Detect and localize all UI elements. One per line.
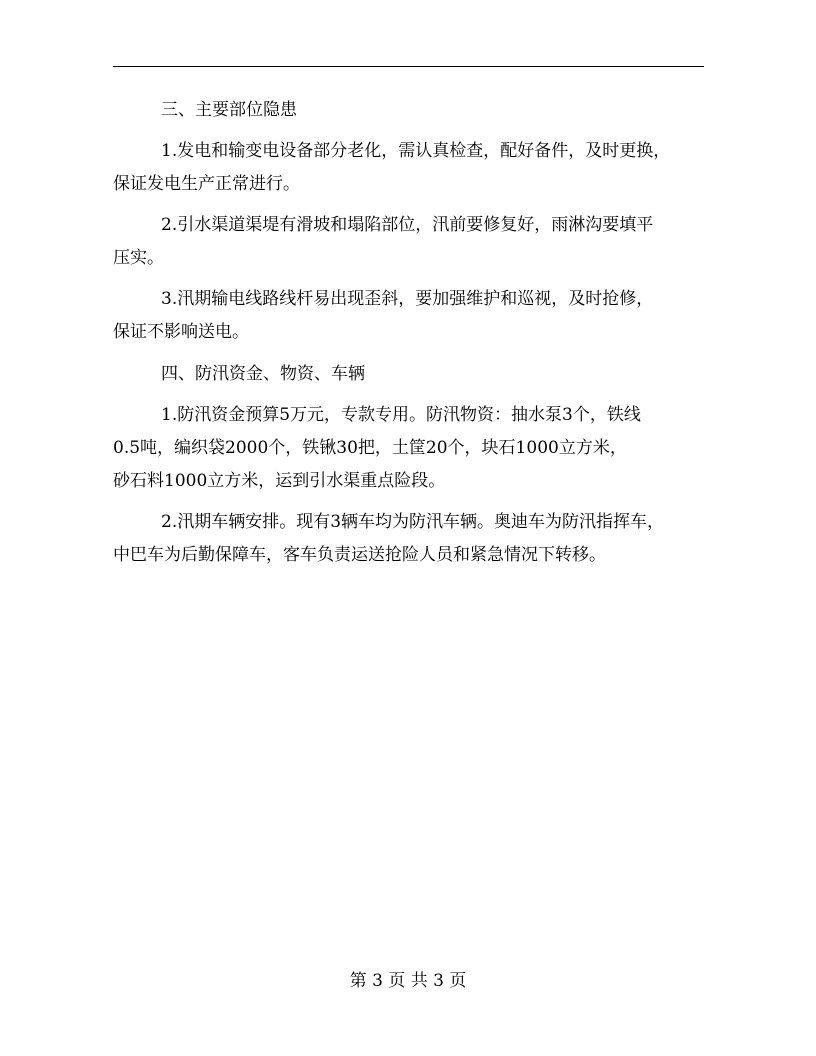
paragraph-line: 保证发电生产正常进行。 — [113, 174, 300, 194]
paragraph — [113, 209, 704, 275]
paragraph — [113, 506, 704, 572]
paragraph-line: 砂石料1000立方米，运到引水渠重点险段。 — [113, 471, 446, 491]
paragraph — [113, 135, 704, 201]
document-body — [113, 93, 704, 580]
paragraph-line: 压实。 — [113, 248, 164, 268]
paragraph-line: 中巴车为后勤保障车，客车负责运送抢险人员和紧急情况下转移。 — [113, 545, 606, 565]
section-heading: 四、防汛资金、物资、车辆 — [161, 364, 365, 384]
paragraph-line: 2.引水渠道渠堤有滑坡和塌陷部位，汛前要修复好，雨淋沟要填平 — [161, 215, 654, 235]
header-rule — [113, 66, 704, 67]
paragraph-line: 保证不影响送电。 — [113, 322, 249, 342]
paragraph — [113, 399, 704, 498]
paragraph-line: 3.汛期输电线路线杆易出现歪斜，要加强维护和巡视，及时抢修， — [161, 289, 654, 309]
paragraph — [113, 283, 704, 349]
paragraph-line: 1.防汛资金预算5万元，专款专用。防汛物资：抽水泵3个，铁线 — [161, 405, 641, 425]
paragraph-line: 0.5吨，编织袋2000个，铁锹30把，土筐20个，块石1000立方米， — [113, 438, 627, 458]
page-footer: 第 3 页 共 3 页 — [349, 971, 467, 991]
paragraph-line: 2.汛期车辆安排。现有3辆车均为防汛车辆。奥迪车为防汛指挥车， — [161, 512, 665, 532]
section-heading: 三、主要部位隐患 — [161, 100, 297, 120]
paragraph-line: 1.发电和输变电设备部分老化，需认真检查，配好备件，及时更换， — [161, 141, 671, 161]
